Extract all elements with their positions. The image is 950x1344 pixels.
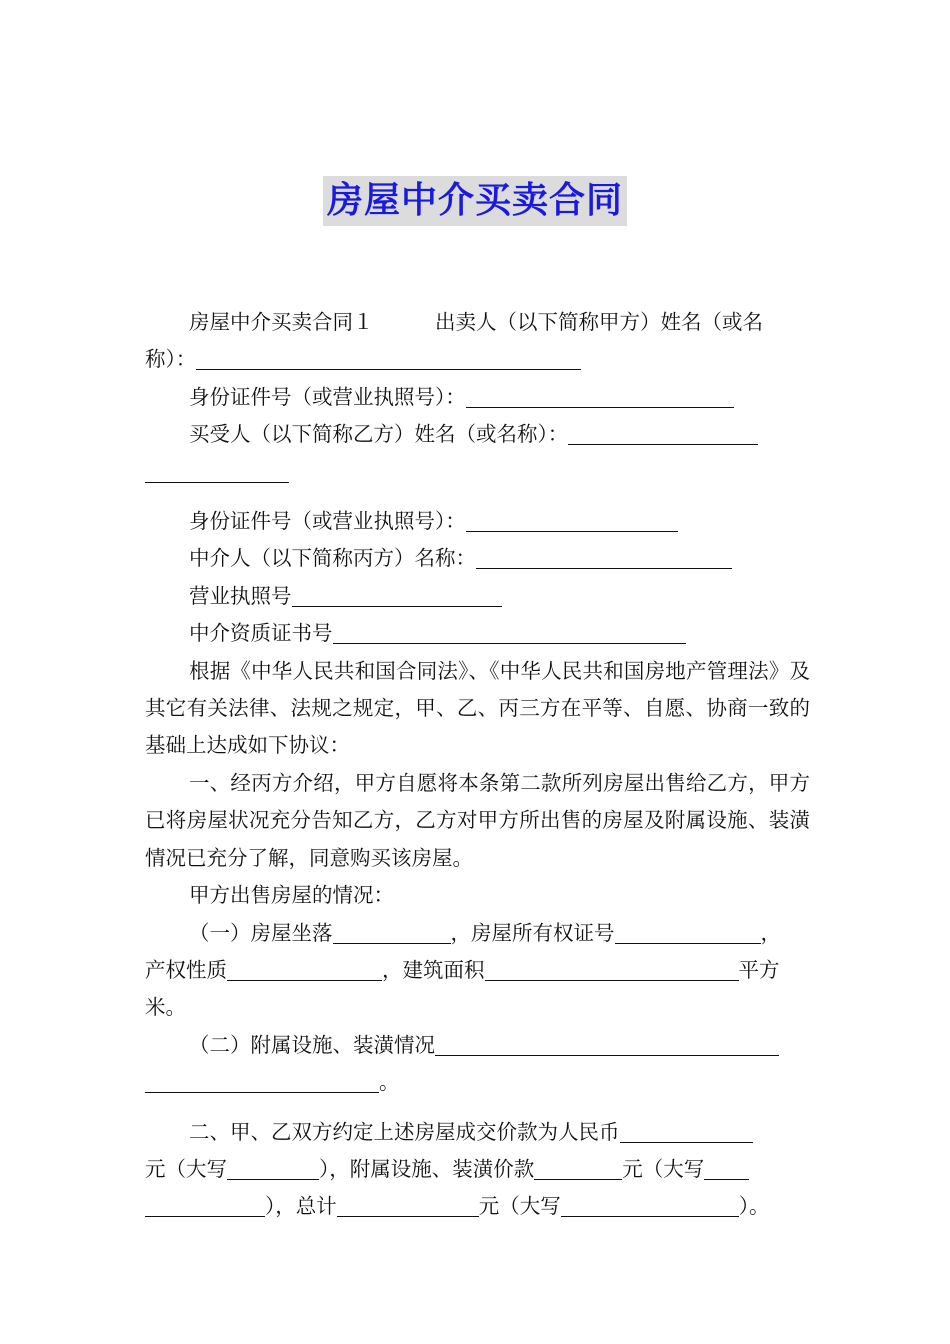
total-label: ），总计 <box>265 1194 337 1219</box>
certificate-label: ，房屋所有权证号 <box>450 920 615 945</box>
license-blank[interactable] <box>292 584 502 607</box>
seller-line-text: 房屋中介买卖合同１ 出卖人（以下简称甲方）姓名（或名 <box>189 310 763 334</box>
paragraph-price-words <box>145 1151 810 1188</box>
paragraph-property-location <box>145 915 810 952</box>
closing-bracket: ）。 <box>738 1194 770 1219</box>
location-label: （一）房屋坐落 <box>189 920 333 945</box>
comma: ， <box>760 920 781 945</box>
price-words-label: 元（大写 <box>145 1156 227 1181</box>
qualification-blank[interactable] <box>333 621 686 644</box>
buyer-name-blank[interactable] <box>568 422 758 445</box>
paragraph-buyer <box>145 416 810 453</box>
total-blank[interactable] <box>337 1194 479 1217</box>
facility-words-blank[interactable] <box>704 1157 749 1180</box>
agent-name-label: 中介人（以下简称丙方）名称： <box>189 546 476 571</box>
spacer <box>145 491 810 503</box>
seller-id-label: 身份证件号（或营业执照号）： <box>189 384 466 409</box>
paragraph-qualification <box>145 615 810 652</box>
facilities-blank-cont[interactable] <box>145 1070 379 1093</box>
area-unit-cont: 米。 <box>145 995 186 1020</box>
facility-words-label: 元（大写 <box>622 1156 705 1181</box>
paragraph-seller <box>145 304 810 341</box>
certificate-blank[interactable] <box>615 921 761 944</box>
buyer-id-blank[interactable] <box>466 509 678 532</box>
buyer-name-label: 买受人（以下简称乙方）姓名（或名称）： <box>189 422 569 447</box>
price-label: 二、甲、乙双方约定上述房屋成交价款为人民币 <box>189 1119 620 1144</box>
facility-words-blank-cont[interactable] <box>145 1194 265 1217</box>
paragraph-buyer-cont <box>145 454 810 491</box>
nature-blank[interactable] <box>227 958 382 981</box>
paragraph-seller-id <box>145 379 810 416</box>
price-blank[interactable] <box>620 1120 753 1143</box>
paragraph-property-intro: 甲方出售房屋的情况： <box>189 883 394 908</box>
facility-price-label: ），附属设施、装潢价款 <box>319 1156 535 1181</box>
agent-name-blank[interactable] <box>476 546 732 569</box>
paragraph-license <box>145 578 810 615</box>
seller-id-blank[interactable] <box>466 385 734 408</box>
total-words-blank[interactable] <box>561 1194 739 1217</box>
facility-price-blank[interactable] <box>534 1157 622 1180</box>
paragraph-property-nature <box>145 952 810 989</box>
area-unit: 平方 <box>738 957 780 982</box>
paragraph-price <box>145 1114 810 1151</box>
total-words-label: 元（大写 <box>478 1194 561 1219</box>
paragraph-property-unit <box>145 989 810 1026</box>
area-label: ，建筑面积 <box>382 957 485 982</box>
spacer <box>145 1102 810 1114</box>
paragraph-facilities-cont <box>145 1064 810 1101</box>
contract-body <box>145 304 810 1226</box>
nature-label: 产权性质 <box>145 957 227 982</box>
paragraph-buyer-id <box>145 503 810 540</box>
period: 。 <box>379 1070 400 1095</box>
buyer-id-label: 身份证件号（或营业执照号）： <box>189 509 466 534</box>
area-blank[interactable] <box>485 958 739 981</box>
paragraph-basis: 根据《中华人民共和国合同法》、《中华人民共和国房地产管理法》及其它有关法律、法规之规定，甲、乙、丙三方在平等、自愿、协商一致的基础上达成如下协议： <box>145 658 810 758</box>
facilities-blank[interactable] <box>435 1033 779 1056</box>
price-words-blank[interactable] <box>227 1157 319 1180</box>
paragraph-facilities <box>145 1027 810 1064</box>
seller-name-blank[interactable] <box>196 347 581 370</box>
qualification-label: 中介资质证书号 <box>189 621 333 646</box>
paragraph-seller-cont <box>145 341 810 378</box>
license-label: 营业执照号 <box>189 583 292 608</box>
title-wrap <box>0 176 950 226</box>
facilities-label: （二）附属设施、装潢情况 <box>189 1032 435 1057</box>
paragraph-agent <box>145 540 810 577</box>
location-blank[interactable] <box>333 921 451 944</box>
paragraph-clause-1: 一、经丙方介绍，甲方自愿将本条第二款所列房屋出售给乙方，甲方已将房屋状况充分告知乙方，乙方对甲方所出售的房屋及附属设施、装潢情况已充分了解，同意购买该房屋。 <box>145 770 810 870</box>
paragraph-total <box>145 1188 810 1225</box>
document-title: 房屋中介买卖合同 <box>323 176 627 226</box>
buyer-name-blank-cont[interactable] <box>145 460 289 483</box>
seller-name-label: 称）： <box>145 347 197 372</box>
